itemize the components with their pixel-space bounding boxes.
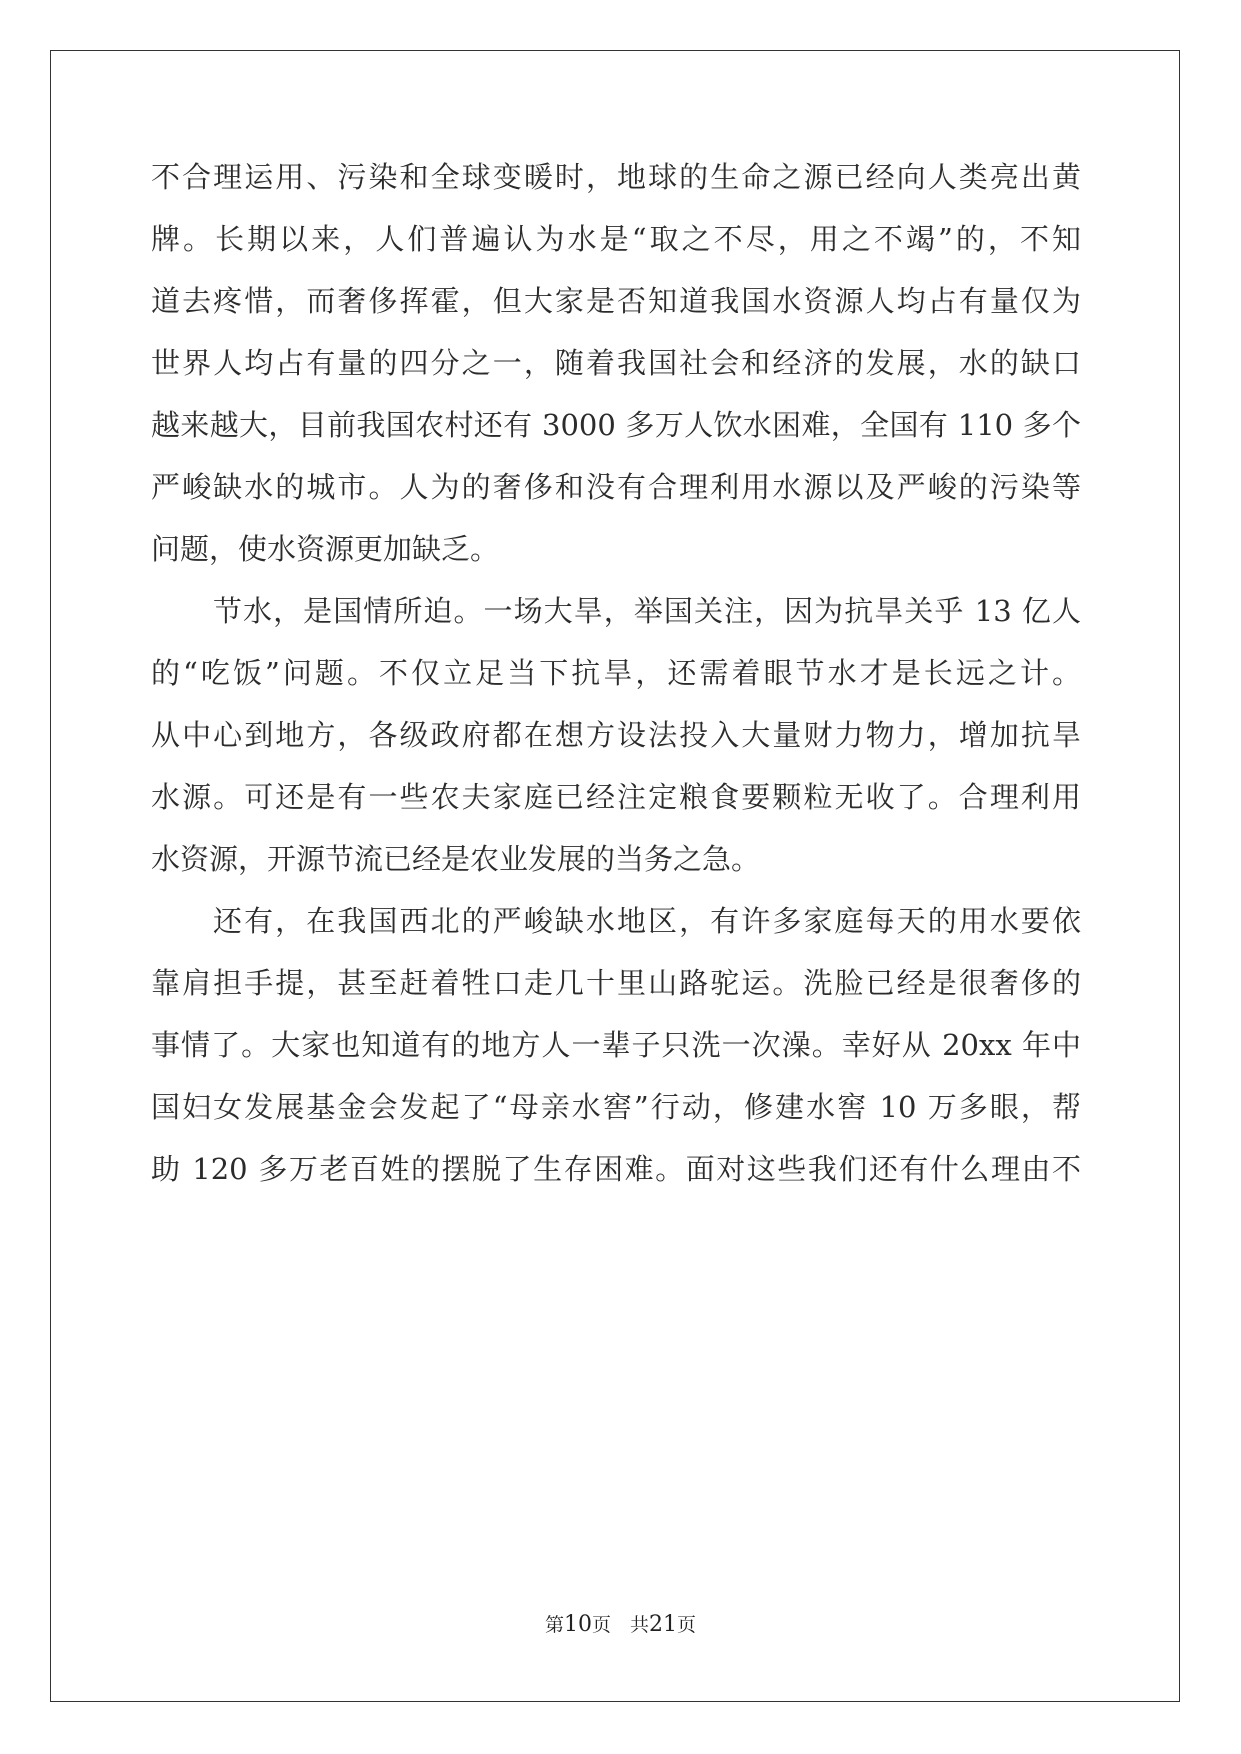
text-line: 道去疼惜，而奢侈挥霍，但大家是否知道我国水资源人均占有量仅为	[151, 284, 1081, 318]
paragraph-first-line: 节水，是国情所迫。一场大旱，举国关注，因为抗旱关乎 13 亿人	[213, 594, 1081, 628]
text-line: 水源。可还是有一些农夫家庭已经注定粮食要颗粒无收了。合理利用	[151, 780, 1081, 814]
text-line: 国妇女发展基金会发起了“母亲水窖”行动，修建水窖 10 万多眼，帮	[151, 1090, 1081, 1124]
footer-prefix: 第	[544, 1614, 564, 1636]
page-footer	[0, 1613, 1241, 1637]
text-line: 严峻缺水的城市。人为的奢侈和没有合理利用水源以及严峻的污染等	[151, 470, 1081, 504]
text-line: 牌。长期以来，人们普遍认为水是“取之不尽，用之不竭”的，不知	[151, 222, 1081, 256]
total-page-number: 21	[649, 1612, 677, 1637]
text-line: 靠肩担手提，甚至赶着牲口走几十里山路驼运。洗脸已经是很奢侈的	[151, 966, 1081, 1000]
footer-suffix: 页	[677, 1614, 697, 1636]
text-line: 水资源，开源节流已经是农业发展的当务之急。	[151, 842, 761, 876]
text-line: 从中心到地方，各级政府都在想方设法投入大量财力物力，增加抗旱	[151, 718, 1081, 752]
text-line: 问题，使水资源更加缺乏。	[151, 532, 500, 566]
text-line: 的“吃饭”问题。不仅立足当下抗旱，还需着眼节水才是长远之计。	[151, 656, 1081, 690]
paragraph-first-line: 还有，在我国西北的严峻缺水地区，有许多家庭每天的用水要依	[213, 904, 1081, 938]
text-line: 不合理运用、污染和全球变暖时，地球的生命之源已经向人类亮出黄	[151, 160, 1081, 194]
text-line: 世界人均占有量的四分之一，随着我国社会和经济的发展，水的缺口	[151, 346, 1081, 380]
current-page-number: 10	[563, 1612, 592, 1637]
text-line: 助 120 多万老百姓的摆脱了生存困难。面对这些我们还有什么理由不	[151, 1152, 1081, 1186]
text-line: 事情了。大家也知道有的地方人一辈子只洗一次澡。幸好从 20xx 年中	[151, 1028, 1081, 1062]
text-line: 越来越大，目前我国农村还有 3000 多万人饮水困难，全国有 110 多个	[151, 408, 1081, 442]
footer-middle: 页 共	[591, 1614, 649, 1636]
